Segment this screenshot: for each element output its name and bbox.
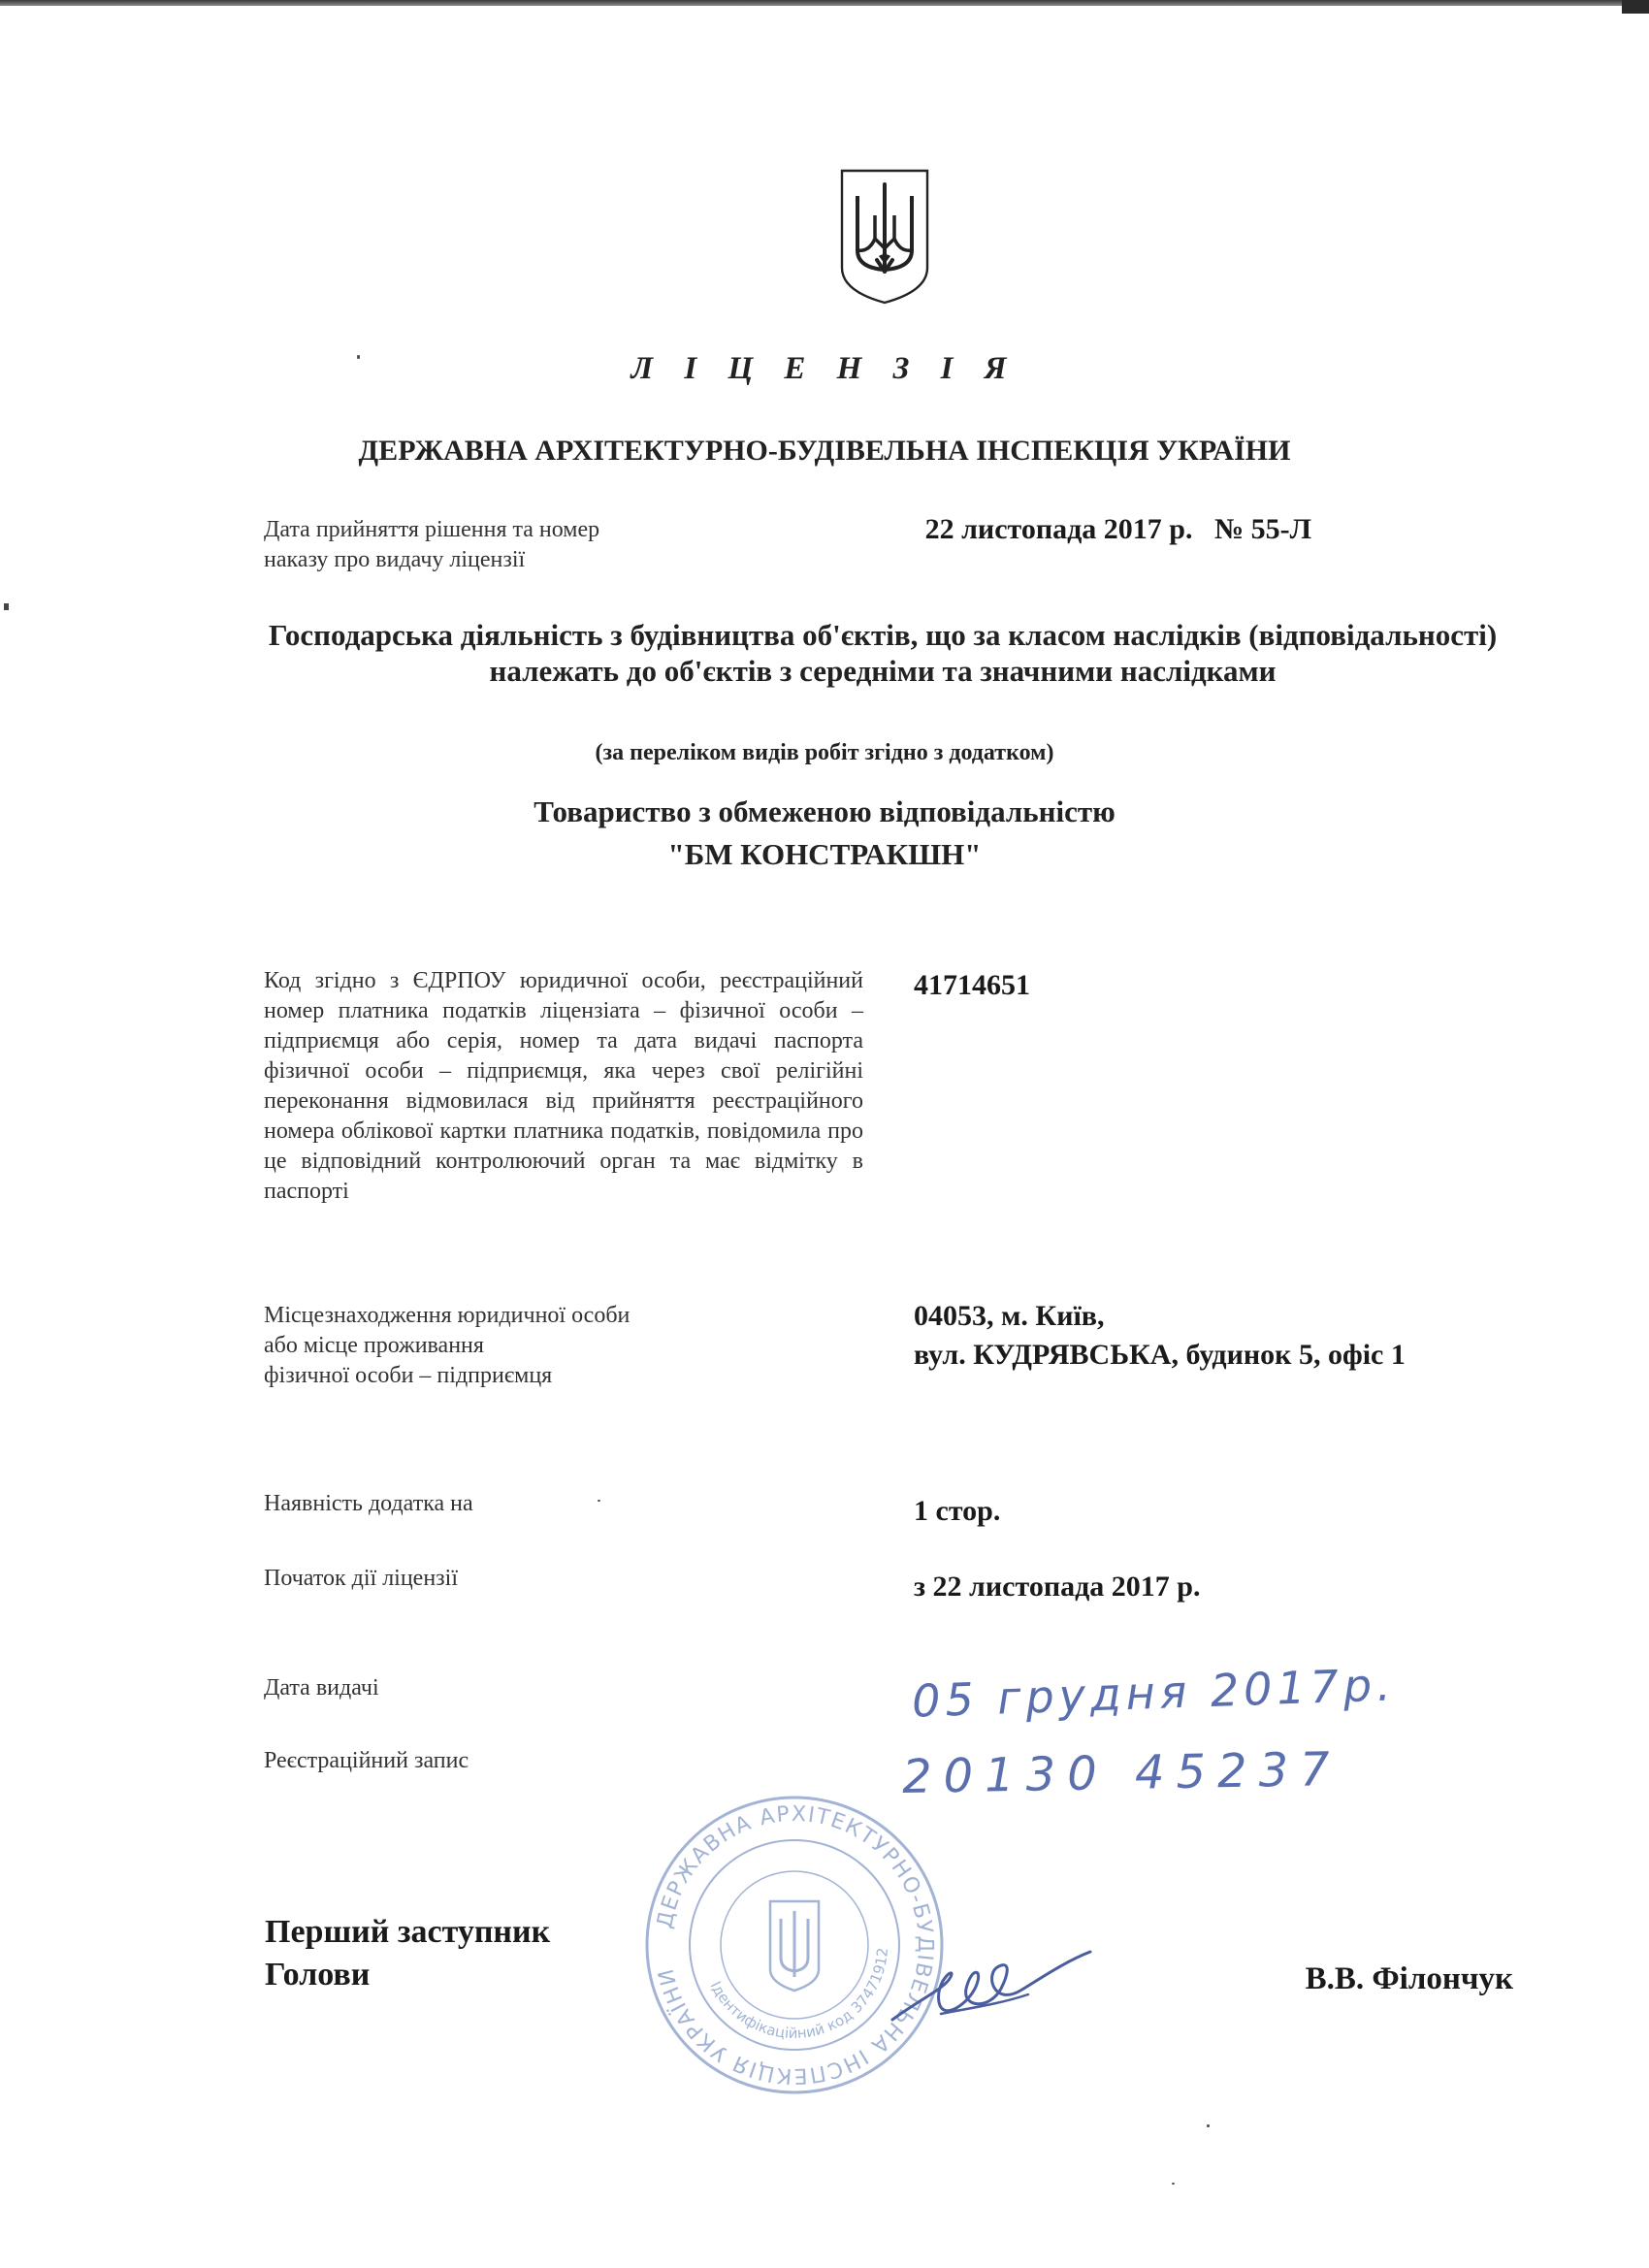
- issuing-authority: ДЕРЖАВНА АРХІТЕКТУРНО-БУДІВЕЛЬНА ІНСПЕКЦІЯ УКРАЇНИ: [358, 435, 1291, 467]
- order-date-number: 22 листопада 2017 р. № 55-Л: [924, 513, 1311, 545]
- annex-label: Наявність додатка на: [264, 1491, 473, 1516]
- start-date-label: Початок дії ліцензії: [264, 1566, 458, 1591]
- licensee-name: [0, 791, 1649, 876]
- registry-record-handwritten: 20130 45237: [901, 1742, 1342, 1804]
- signatory-position: [265, 1911, 550, 1996]
- address-label-line3: фізичної особи – підприємця: [264, 1363, 553, 1388]
- scan-top-edge: [0, 0, 1649, 6]
- signatory-name: В.В. Філончук: [1305, 1961, 1513, 1996]
- annex-value: 1 стор.: [914, 1495, 1001, 1527]
- licensee-form: Товариство з обмеженою відповідальністю: [534, 794, 1116, 828]
- scan-speck: [598, 1500, 600, 1502]
- edrpou-label: Код згідно з ЄДРПОУ юридичної особи, реєстраційний номер платника податків ліцензіата – фізичної особи – підприємця або серія, номер та дата видачі паспорта фізичної особи – підприємця, яка через свої релігійні переконання відмовилася від прийняття реєстраційного номера облікової картки платника податків, повідомила про це відповідний контролюючий орган та має відмітку в паспорті: [264, 968, 863, 1204]
- licensee-company-name: "БМ КОНСТРАКШН": [667, 837, 982, 871]
- document-title: Л І Ц Е Н З І Я: [630, 351, 1018, 386]
- issue-date-handwritten: 05 грудня 2017р.: [911, 1658, 1397, 1728]
- scan-speck: [1172, 2183, 1175, 2185]
- address-label-line1: Місцезнаходження юридичної особи: [264, 1303, 630, 1328]
- order-label: [264, 515, 710, 575]
- edrpou-value: 41714651: [914, 969, 1030, 1001]
- start-date-value: з 22 листопада 2017 р.: [914, 1571, 1201, 1603]
- issue-date-label: Дата видачі: [264, 1675, 379, 1701]
- trident-emblem-icon: [836, 167, 933, 307]
- address-label-line2: або місце проживання: [264, 1333, 484, 1358]
- position-line1: Перший заступник: [265, 1914, 551, 1950]
- signature-scribble-icon: [883, 1930, 1096, 2047]
- stamp-inner-text: Ідентифікаційний код 37471912: [706, 1947, 892, 2043]
- order-label-line2: наказу про видачу ліцензії: [264, 547, 526, 572]
- scan-speck: [1207, 2124, 1210, 2127]
- position-line2: Голови: [265, 1957, 371, 1993]
- address-label: [264, 1301, 749, 1391]
- activity-subtext: (за переліком видів робіт згідно з додатком): [595, 740, 1054, 765]
- svg-text:Ідентифікаційний код 37471912: [707, 1947, 892, 2042]
- order-label-line1: Дата прийняття рішення та номер: [264, 517, 600, 542]
- registry-record-label: Реєстраційний запис: [264, 1748, 469, 1773]
- activity-description: Господарська діяльність з будівництва об'єктів, що за класом наслідків (відповідальності) належать до об'єктів з середніми та значними наслідками: [268, 618, 1498, 688]
- scan-punch-mark: [4, 603, 9, 610]
- address-line2: вул. КУДРЯВСЬКА, будинок 5, офіс 1: [914, 1339, 1406, 1371]
- scan-corner-mark: [1622, 0, 1649, 14]
- address-value: [914, 1297, 1406, 1375]
- address-line1: 04053, м. Київ,: [914, 1300, 1105, 1332]
- scan-speck: [357, 355, 360, 359]
- stamp-outer-text: ДЕРЖАВНА АРХІТЕКТУРНО-БУДІВЕЛЬНА ІНСПЕКЦІЯ УКРАЇНИ: [653, 1801, 938, 2089]
